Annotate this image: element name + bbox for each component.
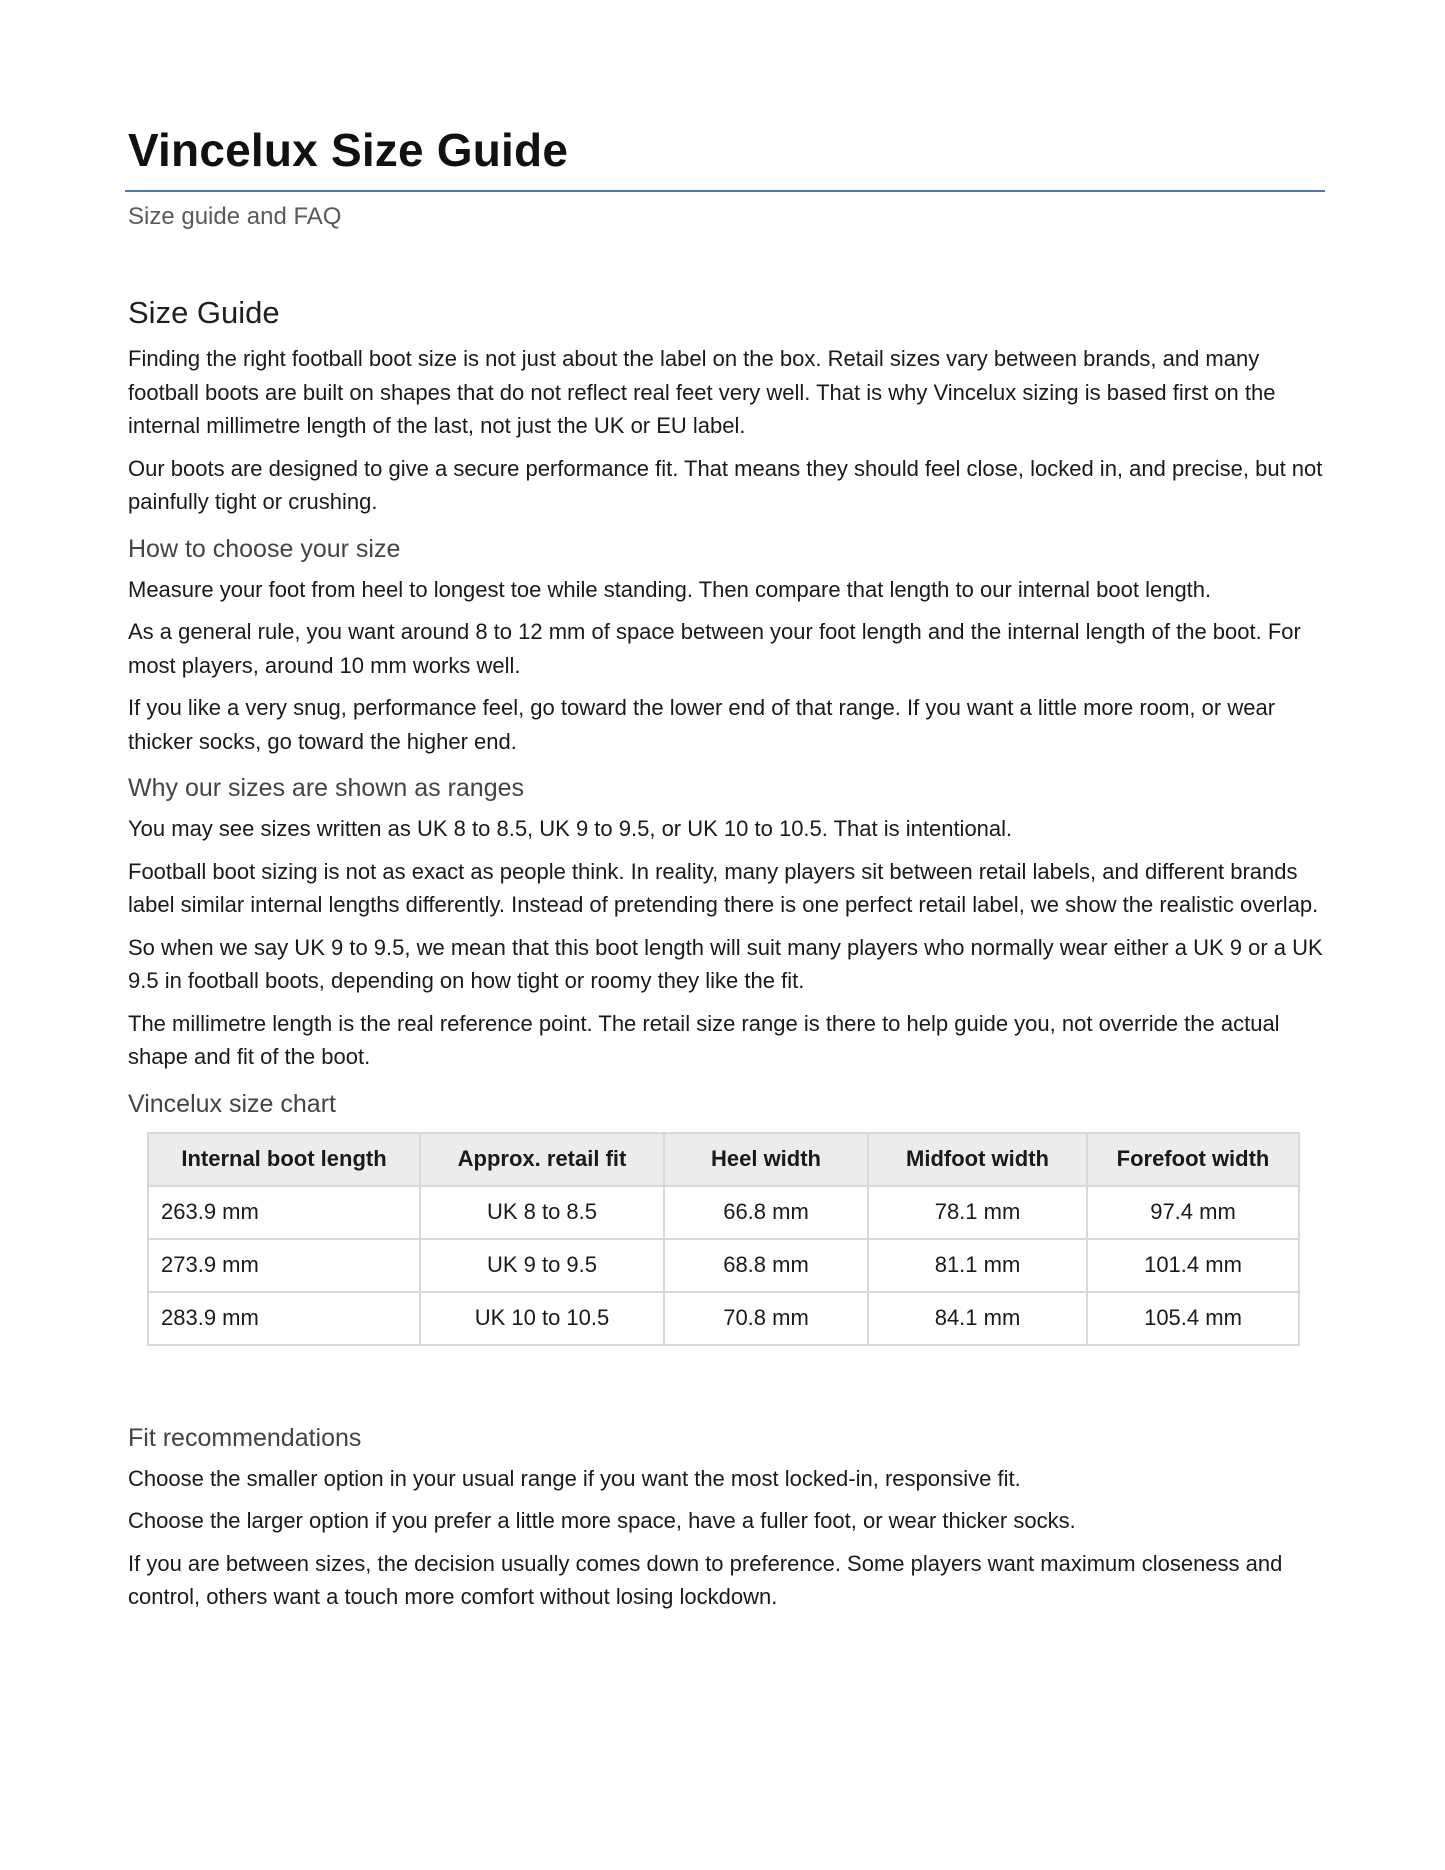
table-cell: UK 10 to 10.5 [420, 1292, 664, 1345]
table-row [148, 1239, 1299, 1292]
fit-paragraph: Choose the larger option if you prefer a little more space, have a fuller foot, or wear thicker socks. [128, 1508, 1076, 1533]
table-cell: 68.8 mm [664, 1239, 868, 1292]
page-subtitle: Size guide and FAQ [128, 203, 342, 230]
table-cell: 84.1 mm [868, 1292, 1087, 1345]
ranges-heading: Why our sizes are shown as ranges [128, 774, 525, 802]
table-row [148, 1186, 1299, 1239]
how-to-choose-heading: How to choose your size [128, 534, 401, 563]
ranges-paragraph: The millimetre length is the real reference point. The retail size range is there to help guide you, not override the actual shape and fit of the boot. [128, 1010, 1280, 1069]
table-cell: 283.9 mm [148, 1292, 420, 1345]
table-cell: 66.8 mm [664, 1186, 868, 1239]
table-cell: 273.9 mm [148, 1239, 420, 1292]
document-body [128, 294, 1326, 1623]
table-cell: 78.1 mm [868, 1186, 1087, 1239]
table-header-row [148, 1133, 1299, 1186]
how-to-choose-paragraph: Measure your foot from heel to longest toe while standing. Then compare that length to our internal boot length. [128, 576, 1212, 602]
table-cell: 105.4 mm [1087, 1292, 1299, 1345]
table-spacer [128, 1346, 1326, 1408]
title-divider [125, 190, 1325, 192]
ranges-paragraph: Football boot sizing is not as exact as people think. In reality, many players sit between retail labels, and different brands label similar internal lengths differently. Instead of pretending there is one perfect retail label, we show the realistic overlap. [128, 858, 1319, 917]
table-cell: 70.8 mm [664, 1292, 868, 1345]
how-to-choose-paragraph: If you like a very snug, performance feel, go toward the lower end of that range. If you want a little more room, or wear thicker socks, go toward the higher end. [128, 695, 1276, 754]
table-cell: 97.4 mm [1087, 1186, 1299, 1239]
size-guide-paragraph: Finding the right football boot size is not just about the label on the box. Retail sizes vary between brands, and many football boots are built on shapes that do not reflect real feet very well. That is why Vincelux sizing is based first on the internal millimetre length of the last, not just the UK or EU label. [128, 346, 1276, 438]
table-cell: 101.4 mm [1087, 1239, 1299, 1292]
column-header: Internal boot length [148, 1133, 420, 1186]
table-cell: UK 9 to 9.5 [420, 1239, 664, 1292]
table-cell: UK 8 to 8.5 [420, 1186, 664, 1239]
table-cell: 263.9 mm [148, 1186, 420, 1239]
column-header: Forefoot width [1087, 1133, 1299, 1186]
ranges-paragraph: So when we say UK 9 to 9.5, we mean that this boot length will suit many players who normally wear either a UK 9 or a UK 9.5 in football boots, depending on how tight or roomy they like the fit. [128, 934, 1323, 993]
fit-paragraph: If you are between sizes, the decision usually comes down to preference. Some players want maximum closeness and control, others want a touch more comfort without losing lockdown. [128, 1550, 1283, 1609]
size-guide-heading: Size Guide [128, 295, 280, 330]
fit-heading: Fit recommendations [128, 1423, 362, 1452]
column-header: Midfoot width [868, 1133, 1087, 1186]
size-guide-paragraph: Our boots are designed to give a secure performance fit. That means they should feel close, locked in, and precise, but not painfully tight or crushing. [128, 455, 1323, 514]
size-chart-heading: Vincelux size chart [128, 1089, 336, 1118]
fit-paragraph: Choose the smaller option in your usual range if you want the most locked-in, responsive fit. [128, 1465, 1021, 1491]
size-chart-table [147, 1132, 1300, 1346]
column-header: Heel width [664, 1133, 868, 1186]
how-to-choose-paragraph: As a general rule, you want around 8 to 12 mm of space between your foot length and the internal length of the boot. For most players, around 10 mm works well. [128, 619, 1301, 678]
page-title: Vincelux Size Guide [128, 124, 569, 176]
column-header: Approx. retail fit [420, 1133, 664, 1186]
ranges-paragraph: You may see sizes written as UK 8 to 8.5, UK 9 to 9.5, or UK 10 to 10.5. That is intentional. [128, 816, 1013, 841]
table-row [148, 1292, 1299, 1345]
table-cell: 81.1 mm [868, 1239, 1087, 1292]
